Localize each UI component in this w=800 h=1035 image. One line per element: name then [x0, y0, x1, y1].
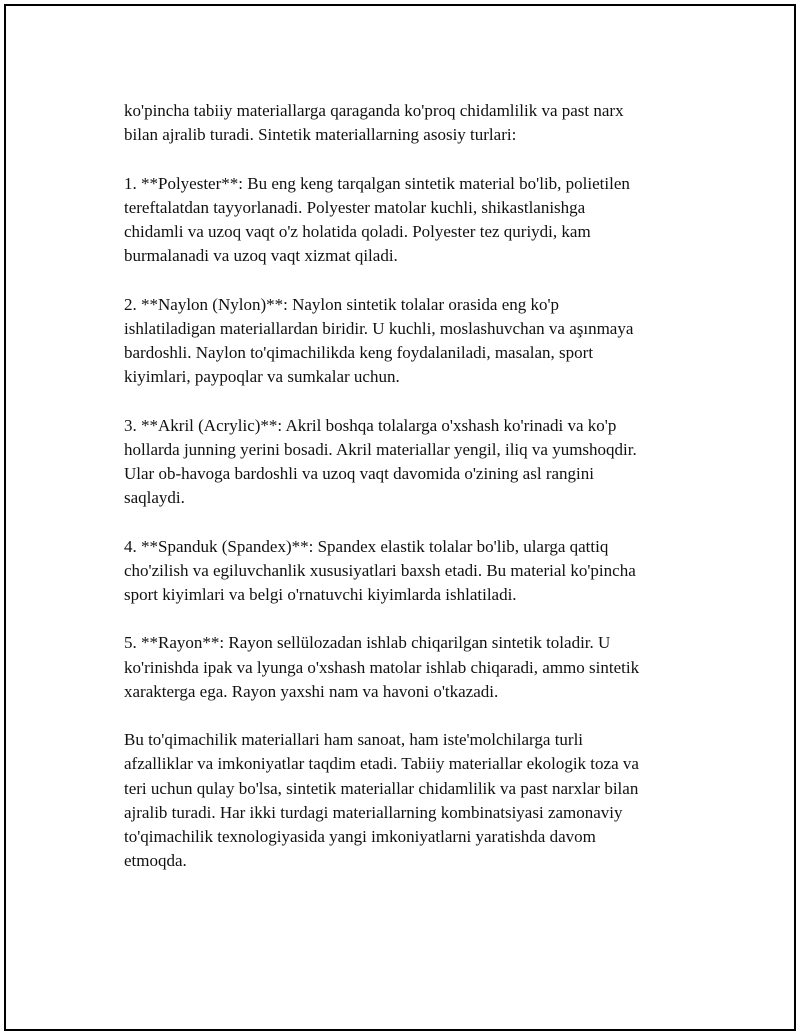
- conclusion-paragraph: Bu to'qimachilik materiallari ham sanoat, ham iste'molchilarga turli afzalliklar va imkoniyatlar taqdim etadi. Tabiiy materiallar ekologik toza va teri uchun qulay bo'lsa, sintetik materiallar chidamlilik va past narxlar bilan ajralib turadi. Har ikki turdagi materiallarning kombinatsiyasi zamonaviy to'qimachilik texnologiyasida yangi imkoniyatlarni yaratishda davom etmoqda.: [124, 730, 639, 871]
- spandex-paragraph: 4. **Spanduk (Spandex)**: Spandex elastik tolalar bo'lib, ularga qattiq cho'zilish va egiluvchanlik xususiyatlari baxsh etadi. Bu material ko'pincha sport kiyimlari va belgi o'rnatuvchi kiyimlarda ishlatiladi.: [124, 536, 636, 604]
- polyester-paragraph: 1. **Polyester**: Bu eng keng tarqalgan sintetik material bo'lib, polietilen tereftalatdan tayyorlanadi. Polyester matolar kuchli, shikastlanishga chidamli va uzoq vaqt o'z holatida qoladi. Polyester tez quriydi, kam burmalanadi va uzoq vaqt xizmat qiladi.: [124, 173, 630, 266]
- document-body: [124, 99, 694, 873]
- rayon-paragraph: 5. **Rayon**: Rayon sellülozadan ishlab chiqarilgan sintetik toladir. U ko'rinishda ipak va lyunga o'xshash matolar ishlab chiqaradi, ammo sintetik xarakterga ega. Rayon yaxshi nam va havoni o'tkazadi.: [124, 633, 640, 701]
- page-frame: [4, 4, 796, 1031]
- nylon-paragraph: 2. **Naylon (Nylon)**: Naylon sintetik tolalar orasida eng ko'p ishlatiladigan materiallardan biridir. U kuchli, moslashuvchan va aşınmaya bardoshli. Naylon to'qimachilikda keng foydalaniladi, masalan, sport kiyimlari, paypoqlar va sumkalar uchun.: [124, 294, 634, 387]
- intro-paragraph: ko'pincha tabiiy materiallarga qaraganda ko'proq chidamlilik va past narx bilan ajralib turadi. Sintetik materiallarning asosiy turlari:: [124, 101, 624, 145]
- acrylic-paragraph: 3. **Akril (Acrylic)**: Akril boshqa tolalarga o'xshash ko'rinadi va ko'p hollarda junning yerini bosadi. Akril materiallar yengil, iliq va yumshoqdir. Ular ob-havoga bardoshli va uzoq vaqt davomida o'zining asl rangini saqlaydi.: [124, 415, 637, 508]
